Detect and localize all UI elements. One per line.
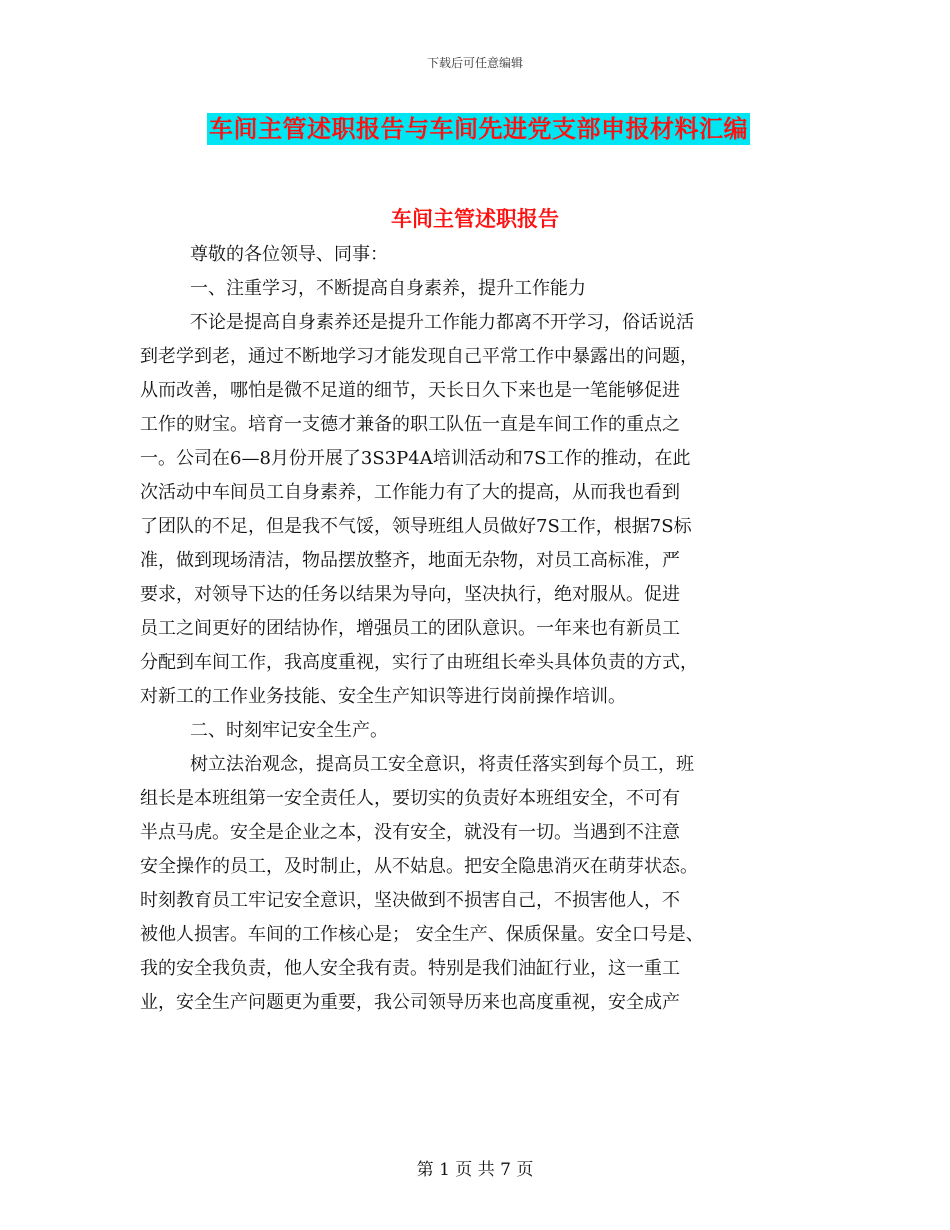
paragraph-line: 准，做到现场清洁，物品摆放整齐，地面无杂物，对员工高标准，严	[140, 550, 680, 571]
paragraph-line: 次活动中车间员工自身素养，工作能力有了大的提高，从而我也看到	[140, 482, 680, 503]
paragraph-line: 一。公司在6—8月份开展了3S3P4A培训活动和7S工作的推动，在此	[140, 448, 691, 469]
paragraph-line: 了团队的不足，但是我不气馁，领导班组人员做好7S工作，根据7S标	[140, 516, 692, 537]
paragraph-line: 业，安全生产问题更为重要，我公司领导历来也高度重视，安全成产	[140, 992, 680, 1013]
paragraph-line: 分配到车间工作，我高度重视，实行了由班组长牵头具体负责的方式，	[140, 652, 698, 673]
paragraph-line: 安全操作的员工，及时制止，从不姑息。把安全隐患消灭在萌芽状态。	[140, 856, 698, 877]
paragraph-line: 要求，对领导下达的任务以结果为导向，坚决执行，绝对服从。促进	[140, 584, 680, 605]
paragraph-line: 尊敬的各位领导、同事：	[190, 244, 388, 265]
paragraph-line: 到老学到老，通过不断地学习才能发现自己平常工作中暴露出的问题，	[140, 346, 698, 367]
paragraph-line: 时刻教育员工牢记安全意识，坚决做到不损害自己，不损害他人，不	[140, 890, 680, 911]
main-title-container	[207, 113, 750, 145]
paragraph-line: 员工之间更好的团结协作，增强员工的团队意识。一年来也有新员工	[140, 618, 680, 639]
paragraph-line: 对新工的工作业务技能、安全生产知识等进行岗前操作培训。	[140, 686, 626, 707]
paragraph-line: 不论是提高自身素养还是提升工作能力都离不开学习，俗话说活	[190, 312, 694, 333]
page-footer: 第 1 页 共 7 页	[416, 1160, 534, 1180]
paragraph-line: 从而改善，哪怕是微不足道的细节，天长日久下来也是一笔能够促进	[140, 380, 680, 401]
paragraph-line: 组长是本班组第一安全责任人，要切实的负责好本班组安全，不可有	[140, 788, 680, 809]
paragraph-line: 我的安全我负责，他人安全我有责。特别是我们油缸行业，这一重工	[140, 958, 680, 979]
paragraph-line: 被他人损害。车间的工作核心是； 安全生产、保质保量。安全口号是、	[140, 924, 704, 945]
main-title: 车间主管述职报告与车间先进党支部申报材料汇编	[209, 114, 748, 143]
paragraph-line: 树立法治观念，提高员工安全意识，将责任落实到每个员工，班	[190, 754, 694, 775]
paragraph-line: 工作的财宝。培育一支德才兼备的职工队伍一直是车间工作的重点之	[140, 414, 680, 435]
paragraph-line: 二、时刻牢记安全生产。	[190, 720, 388, 741]
page-header-note: 下载后可任意编辑	[426, 56, 523, 70]
section-title: 车间主管述职报告	[391, 206, 559, 231]
paragraph-line: 半点马虎。安全是企业之本，没有安全，就没有一切。当遇到不注意	[140, 822, 680, 843]
paragraph-line: 一、注重学习，不断提高自身素养，提升工作能力	[190, 278, 586, 299]
document-body	[140, 238, 820, 1020]
